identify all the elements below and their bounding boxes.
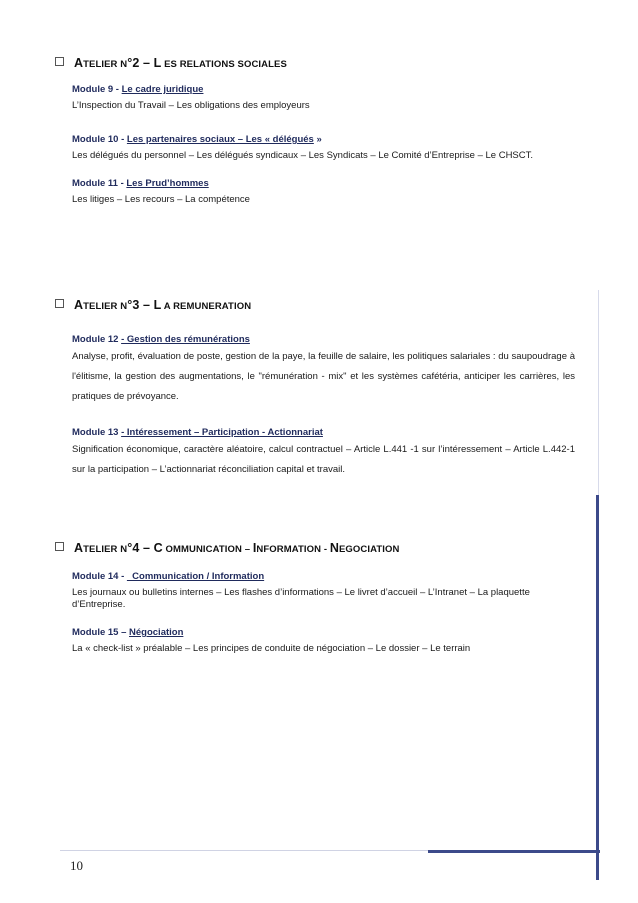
module-link[interactable]: Les partenaires sociaux – Les « délégués xyxy=(126,134,314,145)
section-heading: ATELIER N°4 – C OMMUNICATION – INFORMATION - NEGOCIATION xyxy=(55,541,575,555)
module-description: Analyse, profit, évaluation de poste, gestion de la paye, la feuille de salaire, les politiques salariales : du saupoudrage à l'élitisme, la gestion des augmentations, le "rémunération - mix" et les systèmes cafétéria, anticiper les carrières, les pratiques de prévoyance. xyxy=(72,351,575,402)
section-atelier-3 xyxy=(55,298,575,480)
footer-bar xyxy=(428,850,600,853)
module-link[interactable]: Le cadre juridique xyxy=(121,84,204,95)
section-atelier-2 xyxy=(55,56,575,206)
module-description: Les journaux ou bulletins internes – Les flashes d’informations – Le livret d’accueil – L’Intranet – La plaquette d’Entreprise. xyxy=(72,587,530,610)
right-margin-bar xyxy=(596,495,599,880)
module-link[interactable]: Les Prud’hommes xyxy=(126,178,209,189)
module-description: L’Inspection du Travail – Les obligations des employeurs xyxy=(72,100,310,111)
module-link[interactable]: - Intéressement – Participation - Actionnariat xyxy=(121,427,323,438)
checkbox-bullet-icon xyxy=(55,299,64,308)
module-link[interactable]: - Gestion des rémunérations xyxy=(121,334,250,345)
checkbox-bullet-icon xyxy=(55,542,64,551)
module-description: Les délégués du personnel – Les délégués syndicaux – Les Syndicats – Le Comité d’Entreprise – Le CHSCT. xyxy=(72,150,534,161)
module-link[interactable]: Communication / Information xyxy=(126,571,265,582)
module-title: Module 12 - Gestion des rémunérations xyxy=(72,334,250,345)
section-heading: ATELIER N°2 – L ES RELATIONS SOCIALES xyxy=(55,56,575,70)
module-title: Module 9 - Le cadre juridique xyxy=(72,84,204,95)
module-description: Les litiges – Les recours – La compétence xyxy=(72,194,250,205)
module-description: Signification économique, caractère aléatoire, calcul contractuel – Article L.441 -1 sur l’intéressement – Article L.442-1 sur la participation – L’actionnariat réconciliation capital et travail. xyxy=(72,444,575,475)
module-description: La « check-list » préalable – Les principes de conduite de négociation – Le dossier – Le terrain xyxy=(72,643,471,654)
module-title: Module 15 – Négociation xyxy=(72,627,184,638)
section-heading: ATELIER N°3 – L A REMUNERATION xyxy=(55,298,575,312)
module-title: Module 14 - Communication / Information xyxy=(72,571,265,582)
module-link[interactable]: Négociation xyxy=(129,627,184,638)
module-title: Module 11 - Les Prud’hommes xyxy=(72,178,209,189)
module-title: Module 10 - Les partenaires sociaux – Les « délégués » xyxy=(72,134,322,145)
checkbox-bullet-icon xyxy=(55,57,64,66)
section-atelier-4 xyxy=(55,541,575,655)
page-number: 10 xyxy=(70,858,83,873)
module-title: Module 13 - Intéressement – Participation - Actionnariat xyxy=(72,427,323,438)
